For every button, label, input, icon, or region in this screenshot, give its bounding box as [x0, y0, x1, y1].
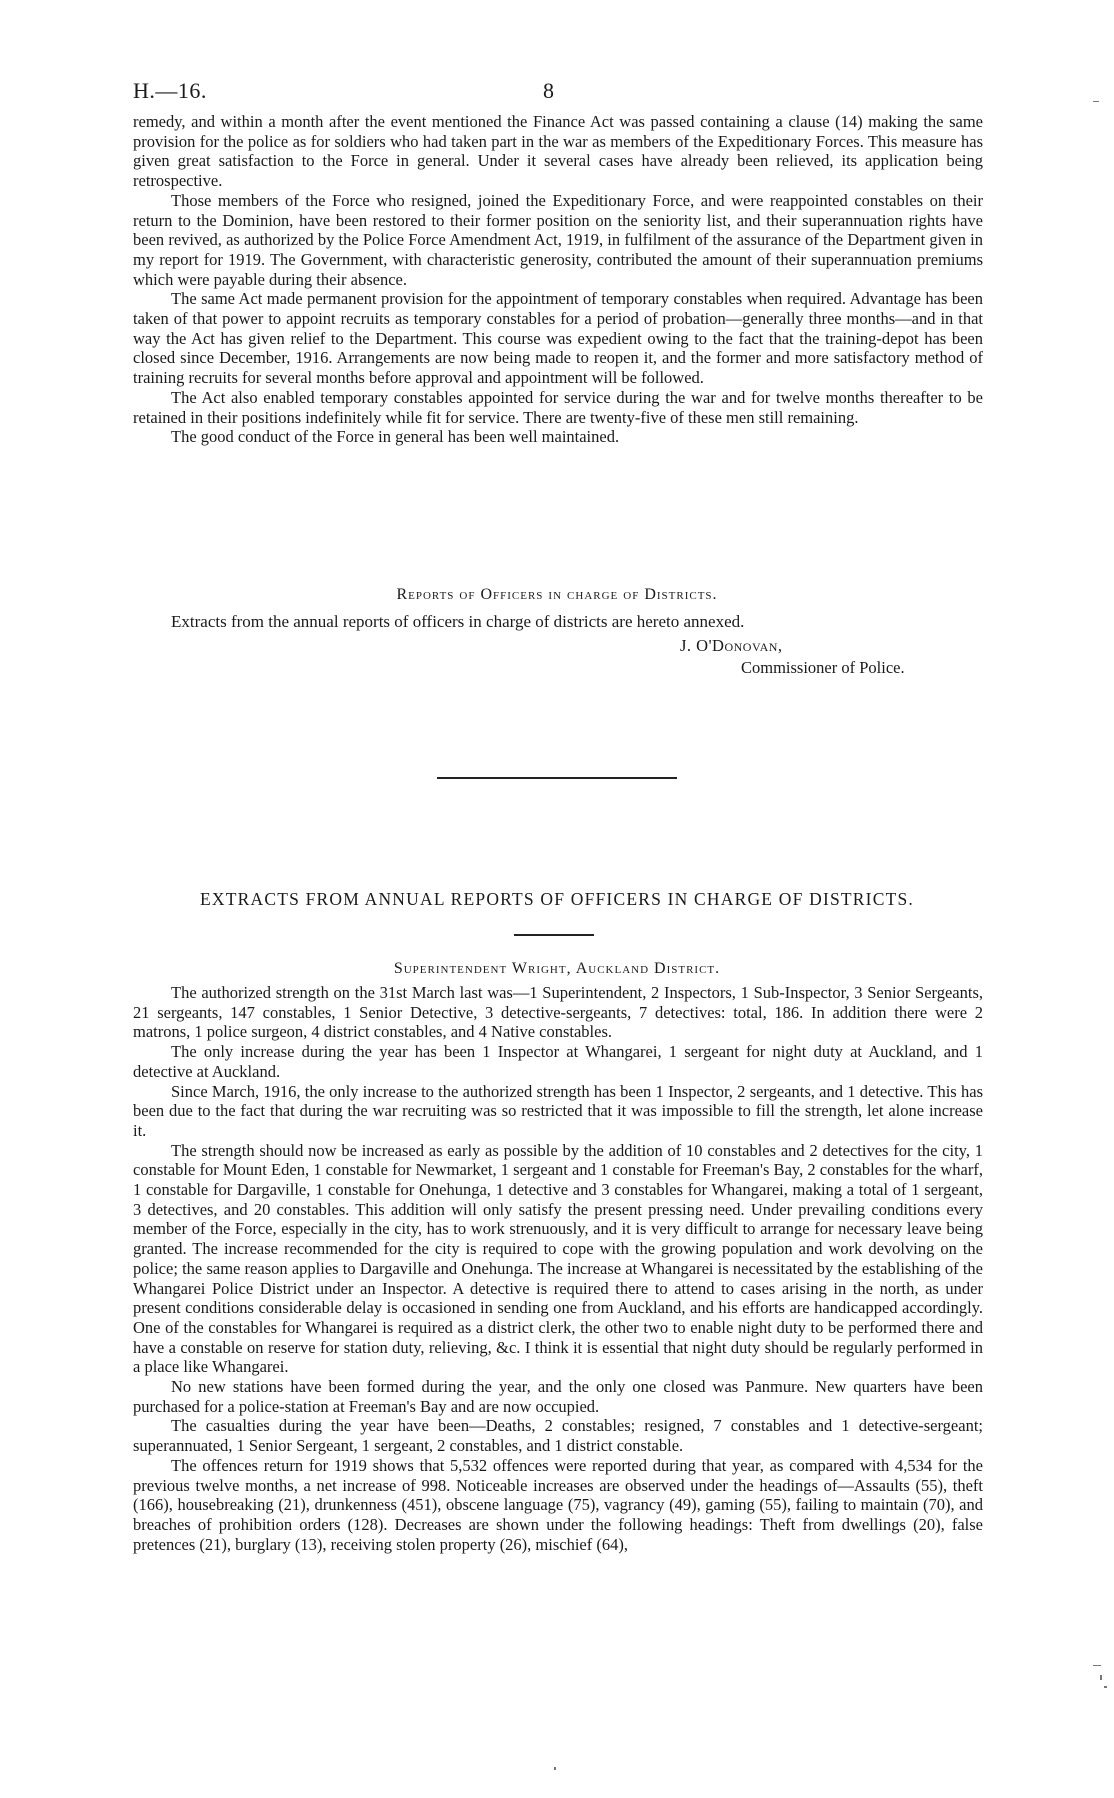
extracts-note: Extracts from the annual reports of officers in charge of districts are hereto annexed.	[171, 612, 745, 631]
scan-speck	[554, 1767, 556, 1770]
paragraph: Those members of the Force who resigned, joined the Expeditionary Force, and were reappointed constables on their return to the Dominion, have been restored to their former position on the seniority list, and their superannuation rights have been revived, as authorized by the Police Force Amendment Act, 1919, in fulfilment of the assurance of the Department given in my report for 1919. The Government, with characteristic generosity, contributed the amount of their superannuation premiums which were payable during their absence.	[133, 190, 983, 289]
scan-speck	[1093, 101, 1099, 102]
paragraph: The only increase during the year has been 1 Inspector at Whangarei, 1 sergeant for night duty at Auckland, and 1 detective at Auckland.	[133, 1042, 983, 1081]
signature-title: Commissioner of Police.	[741, 658, 905, 677]
paragraph: The strength should now be increased as early as possible by the addition of 10 constables and 2 detectives for the city, 1 constable for Mount Eden, 1 constable for Newmarket, 1 sergeant and 1 constable for Freeman's Bay, 2 constables for the wharf, 1 constable for Dargaville, 1 constable for Onehunga, 1 detective and 3 constables for Whangarei, making a total of 1 sergeant, 3 detectives, and 20 constables. This addition will only satisfy the present pressing need. Under prevailing conditions every member of the Force, especially in the city, has to work strenuously, and it is very difficult to arrange for necessary leave being granted. The increase recommended for the city is required to cope with the growing population and work devolving on the police; the same reason applies to Dargaville and Onehunga. The increase at Whangarei is necessitated by the establishing of the Whangarei Police District under an Inspector. A detective is required there to attend to cases arising in the north, as under present conditions considerable delay is occasioned in sending one from Auckland, and his efforts are handicapped accordingly. One of the constables for Whangarei is required as a district clerk, the other two to enable night duty to be performed there and have a constable on reserve for station duty, relieving, &c. I think it is essential that night duty should be regularly performed in a place like Whangarei.	[133, 1140, 983, 1377]
section-divider	[437, 777, 677, 779]
signature-name: J. O'Donovan,	[680, 636, 783, 655]
paragraph: The Act also enabled temporary constables appointed for service during the war and for twelve months thereafter to be retained in their positions indefinitely while fit for service. There are twenty-five of these men still remaining.	[133, 387, 983, 427]
paragraph: remedy, and within a month after the event mentioned the Finance Act was passed containing a clause (14) making the same provision for the police as for soldiers who had taken part in the war as members of the Expeditionary Forces. This measure has given great satisfaction to the Force in general. Under it several cases have already been relieved, its application being retrospective.	[133, 112, 983, 191]
paragraph: The same Act made permanent provision for the appointment of temporary constables when required. Advantage has been taken of that power to appoint recruits as temporary constables for a period of probation—generally three months—and in that way the Act has given relief to the Department. This course was expedient owing to the fact that the training-depot has been closed since December, 1916. Arrangements are now being made to reopen it, and the former and more satisfactory method of training recruits for several months before approval and appointment will be followed.	[133, 289, 983, 388]
scan-speck	[1093, 1665, 1101, 1666]
paragraph: The offences return for 1919 shows that 5,532 offences were reported during that year, as compared with 4,534 for the previous twelve months, a net increase of 998. Noticeable increases are observed under the headings of—Assaults (55), theft (166), housebreaking (21), drunkenness (451), obscene language (75), vagrancy (49), gaming (55), failing to maintain (70), and breaches of prohibition orders (128). Decreases are shown under the following headings: Theft from dwellings (20), false pretences (21), burglary (13), receiving stolen property (26), mischief (64),	[133, 1455, 983, 1554]
section-police-force-text	[133, 112, 983, 447]
section-auckland-district-text	[133, 983, 983, 1554]
reports-heading: Reports of Officers in charge of Districts.	[396, 586, 718, 603]
scan-speck	[1100, 1675, 1102, 1680]
paragraph: No new stations have been formed during the year, and the only one closed was Panmure. New quarters have been purchased for a police-station at Freeman's Bay and are now occupied.	[133, 1377, 983, 1416]
paragraph: The casualties during the year have been—Deaths, 2 constables; resigned, 7 constables and 1 detective-sergeant; superannuated, 1 Senior Sergeant, 1 sergeant, 2 constables, and 1 district constable.	[133, 1416, 983, 1456]
scan-speck	[1104, 1686, 1107, 1688]
district-heading: Superintendent Wright, Auckland District.	[393, 960, 721, 977]
page-number: 8	[543, 78, 554, 103]
paragraph: Since March, 1916, the only increase to the authorized strength has been 1 Inspector, 2 sergeants, and 1 detective. This has been due to the fact that during the war recruiting was so restricted that it was impossible to fill the strength, let alone increase it.	[133, 1081, 983, 1140]
main-title: EXTRACTS FROM ANNUAL REPORTS OF OFFICERS IN CHARGE OF DISTRICTS.	[200, 889, 914, 909]
title-underline	[514, 934, 594, 936]
paragraph: The authorized strength on the 31st March last was—1 Superintendent, 2 Inspectors, 1 Sub-Inspector, 3 Senior Sergeants, 21 sergeants, 147 constables, 1 Senior Detective, 3 detective-sergeants, 7 detectives: total, 186. In addition there were 2 matrons, 1 police surgeon, 4 district constables, and 4 Native constables.	[133, 983, 983, 1042]
document-reference: H.—16.	[133, 78, 207, 103]
paragraph: The good conduct of the Force in general has been well maintained.	[171, 427, 620, 447]
